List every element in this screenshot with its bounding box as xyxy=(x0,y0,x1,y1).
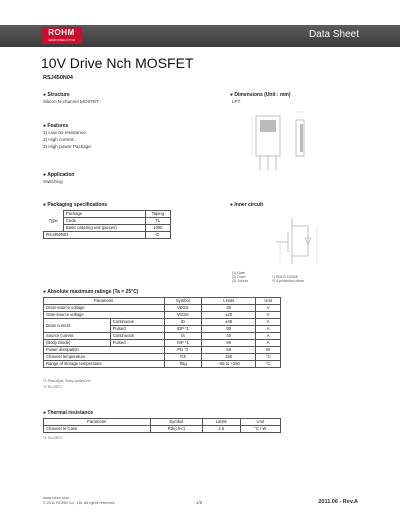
header-cell: Unit xyxy=(256,298,281,305)
table-cell: Gate-source voltage xyxy=(44,312,165,319)
header-cell: Parameter xyxy=(44,298,165,305)
rohm-logo xyxy=(41,27,82,44)
thermal-heading-text: Thermal resistance xyxy=(47,410,94,416)
table-cell: A xyxy=(256,326,281,333)
table-row xyxy=(44,211,171,218)
table-cell: Pulsed xyxy=(110,326,164,333)
header-cell: Symbol xyxy=(164,298,202,305)
dimensions-package-label: LPT xyxy=(232,99,241,104)
table-cell: Continuous xyxy=(110,333,164,340)
table-row xyxy=(44,426,281,433)
footnote: *2 Tc=25°C xyxy=(43,385,63,389)
footer-page: 1/5 xyxy=(196,500,203,505)
table-cell: Range of storage temperature xyxy=(44,361,165,368)
table-row xyxy=(44,312,281,319)
table-cell: Continuous xyxy=(110,319,164,326)
table-cell xyxy=(44,211,64,218)
table-cell: TL xyxy=(145,218,170,225)
table-cell: ±45 xyxy=(202,319,256,326)
structure-heading-text: Structure xyxy=(47,92,70,98)
table-cell: 40 xyxy=(202,333,256,340)
header-cell: Limits xyxy=(203,419,241,426)
table-cell: 90 xyxy=(202,326,256,333)
doc-type-label: Data Sheet xyxy=(308,29,359,40)
table-cell: Channel temperature xyxy=(44,354,165,361)
table-cell: Source current xyxy=(44,333,111,340)
footer-copyright: © 2011 ROHM Co., Ltd. All rights reserved. xyxy=(43,501,116,505)
circuit-notes xyxy=(272,275,304,283)
abs-max-table xyxy=(43,297,281,368)
table-cell: 50 xyxy=(202,347,256,354)
structure-text: Silicon N-channel MOSFET xyxy=(43,99,100,104)
table-row xyxy=(44,225,171,232)
table-row xyxy=(44,340,281,347)
header-cell: Limits xyxy=(202,298,256,305)
features-heading-text: Features xyxy=(47,123,69,129)
table-row xyxy=(44,347,281,354)
table-cell xyxy=(44,225,64,232)
features-heading: ● Features xyxy=(43,123,69,129)
page-title: 10V Drive Nch MOSFET xyxy=(41,55,194,71)
dimensions-heading-text: Dimensions (Unit : mm) xyxy=(234,92,291,98)
legend-item: (3) Source xyxy=(232,279,249,283)
circuit-note: *2 A protection diode xyxy=(272,279,305,283)
table-cell: Taping xyxy=(145,211,170,218)
feature-item: 2) High current. xyxy=(43,137,75,142)
table-cell: PD *2 xyxy=(164,347,202,354)
table-cell: Code xyxy=(63,218,145,225)
table-cell: °C xyxy=(256,354,281,361)
table-cell: Rth(ch-c) xyxy=(150,426,202,433)
table-cell: A xyxy=(256,333,281,340)
table-cell: Drain current xyxy=(44,319,111,333)
table-cell: IDP *1 xyxy=(164,326,202,333)
logo-text: ROHM xyxy=(48,28,75,37)
feature-item: 1) Low on-resistance. xyxy=(43,130,87,135)
table-header-row xyxy=(44,419,281,426)
application-text: Switching xyxy=(43,179,63,184)
table-cell: 90 xyxy=(202,340,256,347)
inner-circuit-diagram xyxy=(262,212,342,272)
table-cell: 40 xyxy=(202,305,256,312)
table-cell: Channel to Case xyxy=(44,426,151,433)
table-cell: W xyxy=(256,347,281,354)
table-row xyxy=(44,361,281,368)
abs-max-heading-text: Absolute maximum ratings (Ta = 25°C) xyxy=(47,289,139,295)
table-cell: 1000 xyxy=(145,225,170,232)
part-number: RSJ450N04 xyxy=(43,75,73,81)
circuit-note: *1 BODY DIODE xyxy=(272,275,299,279)
application-heading: ● Application xyxy=(43,172,75,178)
footnote: *1 Pw≤10μs, Duty cycle≤1% xyxy=(43,379,91,383)
table-cell: IS xyxy=(164,333,202,340)
table-cell: O xyxy=(145,232,170,239)
table-cell: Power dissipation xyxy=(44,347,165,354)
packaging-table xyxy=(43,210,171,239)
table-row xyxy=(44,232,171,239)
inner-circuit-heading-text: Inner circuit xyxy=(234,202,264,208)
table-cell: ID xyxy=(164,319,202,326)
application-heading-text: Application xyxy=(47,172,75,178)
footer-website: www.rohm.com xyxy=(43,496,69,500)
table-row xyxy=(44,354,281,361)
table-cell: Drain-source voltage xyxy=(44,305,165,312)
table-row xyxy=(44,305,281,312)
table-cell: (Body Diode) xyxy=(44,340,111,347)
table-row xyxy=(44,333,281,340)
inner-circuit-heading: ● Inner circuit xyxy=(230,202,264,208)
table-cell: −55 to +150 xyxy=(202,361,256,368)
structure-heading: ● Structure xyxy=(43,92,70,98)
legend-item: (1) Gate xyxy=(232,271,245,275)
legend-item: (2) Drain xyxy=(232,275,246,279)
table-cell: V xyxy=(256,312,281,319)
header-cell: Unit xyxy=(240,419,280,426)
packaging-heading-text: Packaging specifications xyxy=(47,202,108,208)
table-cell: ±20 xyxy=(202,312,256,319)
header-cell: Symbol xyxy=(150,419,202,426)
logo-subtext: SEMICONDUCTOR xyxy=(48,38,75,42)
feature-item: 3) High power Package. xyxy=(43,144,93,149)
table-cell: Type xyxy=(48,218,58,223)
package-drawing xyxy=(246,104,362,174)
thermal-table xyxy=(43,418,281,433)
thermal-heading: ● Thermal resistance xyxy=(43,410,94,416)
table-cell: VDSS xyxy=(164,305,202,312)
table-cell: A xyxy=(256,340,281,347)
table-cell: °C / W xyxy=(240,426,280,433)
packaging-heading: ● Packaging specifications xyxy=(43,202,108,208)
dimensions-heading: ● Dimensions (Unit : mm) xyxy=(230,92,291,98)
table-cell: VGSS xyxy=(164,312,202,319)
footer-date: 2011.06 - Rev.A xyxy=(318,499,358,505)
circuit-legend xyxy=(232,271,248,283)
table-cell: Tch xyxy=(164,354,202,361)
table-row xyxy=(44,218,171,225)
table-cell: RSJ450N04 xyxy=(44,232,146,239)
table-cell: ISP *1 xyxy=(164,340,202,347)
table-cell: Pulsed xyxy=(110,340,164,347)
table-cell: A xyxy=(256,319,281,326)
header-cell: Parameter xyxy=(44,419,151,426)
table-header-row xyxy=(44,298,281,305)
thermal-note: *1 Tc=25°C xyxy=(43,436,63,440)
table-cell: V xyxy=(256,305,281,312)
table-cell: Package xyxy=(63,211,145,218)
table-cell: Basic ordering unit (pieces) xyxy=(63,225,145,232)
table-cell: 2.5 xyxy=(203,426,241,433)
abs-max-notes xyxy=(43,378,91,390)
table-cell: 150 xyxy=(202,354,256,361)
abs-max-heading: ● Absolute maximum ratings (Ta = 25°C) xyxy=(43,289,139,295)
table-cell: °C xyxy=(256,361,281,368)
table-cell: Tstg xyxy=(164,361,202,368)
table-row xyxy=(44,319,281,326)
